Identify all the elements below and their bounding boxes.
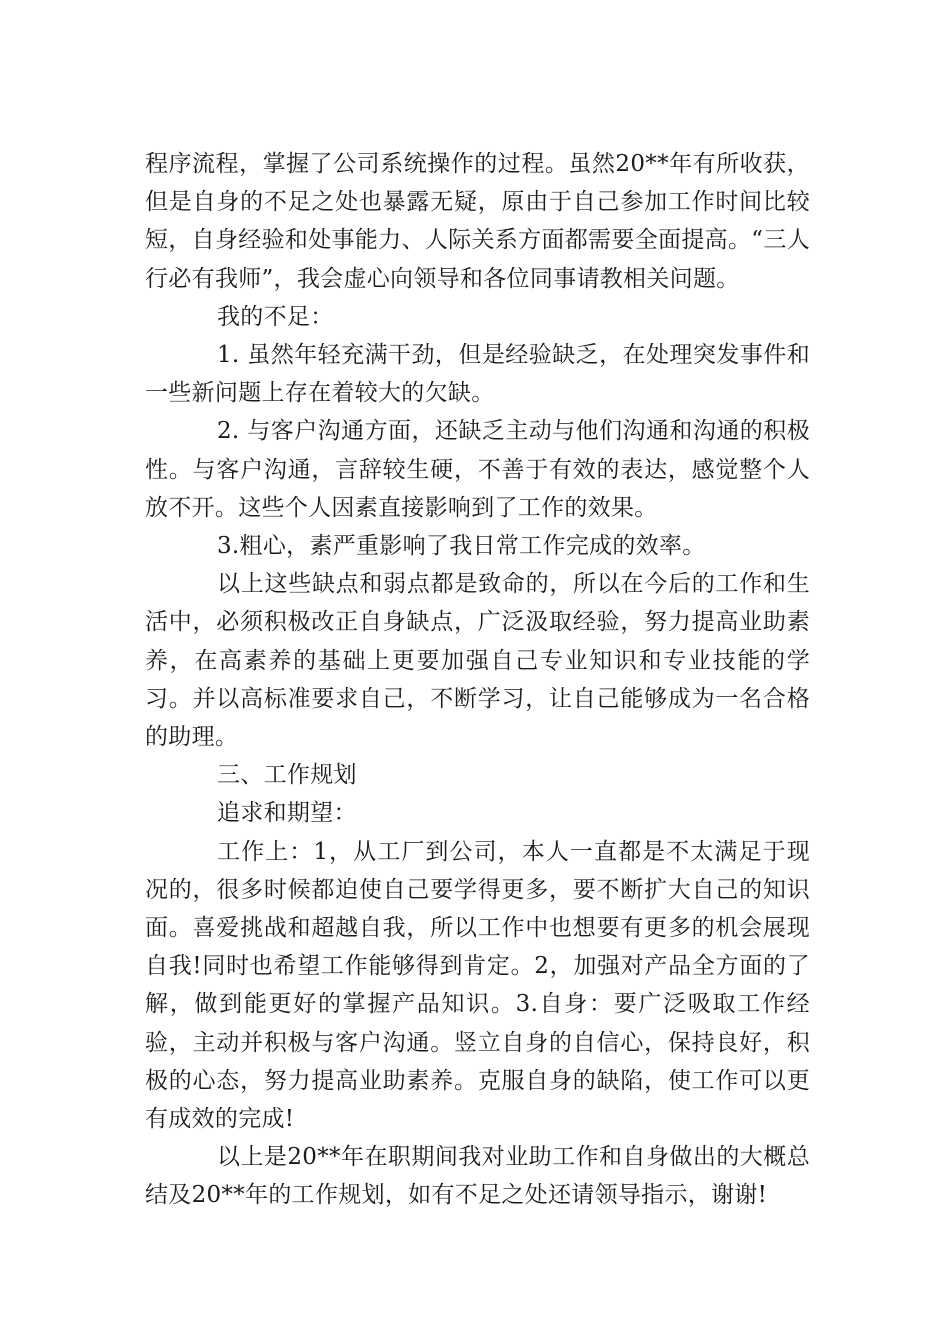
heading-work-plan: 三、工作规划: [217, 762, 357, 789]
shortcoming-item-3: 3.粗心，素严重影响了我日常工作完成的效率。: [217, 533, 706, 560]
heading-goals: 追求和期望：: [217, 800, 357, 827]
heading-shortcomings: 我的不足：: [217, 303, 334, 330]
paragraph-work-goals: 工作上：1，从工厂到公司，本人一直都是不太满足于现况的，很多时候都迫使自己要学得更多，要不断扩大自己的知识面。喜爱挑战和超越自我，所以工作中也想要有更多的机会展现自我!同时也希望工作能够得到肯定。2，加强对产品全方面的了解，做到能更好的掌握产品知识。3.自身：要广泛吸取工作经验，主动并积极与客户沟通。竖立自身的自信心，保持良好，积极的心态，努力提高业助素养。克服自身的缺陷，使工作可以更有成效的完成!: [145, 838, 810, 1133]
paragraph-improvement: 以上这些缺点和弱点都是致命的，所以在今后的工作和生活中，必须积极改正自身缺点，广泛汲取经验，努力提高业助素养，在高素养的基础上更要加强自己专业知识和专业技能的学习。并以高标准要求自己，不断学习，让自己能够成为一名合格的助理。: [145, 571, 810, 751]
shortcoming-item-2: 2. 与客户沟通方面，还缺乏主动与他们沟通和沟通的积极性。与客户沟通，言辞较生硬，不善于有效的表达，感觉整个人放不开。这些个人因素直接影响到了工作的效果。: [145, 418, 810, 521]
shortcoming-item-1: 1. 虽然年轻充满干劲，但是经验缺乏，在处理突发事件和一些新问题上存在着较大的欠缺。: [145, 342, 810, 407]
document-body: [145, 145, 810, 1215]
paragraph-conclusion: 以上是20**年在职期间我对业助工作和自身做出的大概总结及20**年的工作规划，如有不足之处还请领导指示，谢谢!: [145, 1144, 810, 1209]
paragraph-continuation: 程序流程，掌握了公司系统操作的过程。虽然20**年有所收获，但是自身的不足之处也暴露无疑，原由于自己参加工作时间比较短，自身经验和处事能力、人际关系方面都需要全面提高。“三人行必有我师”，我会虚心向领导和各位同事请教相关问题。: [145, 151, 810, 292]
